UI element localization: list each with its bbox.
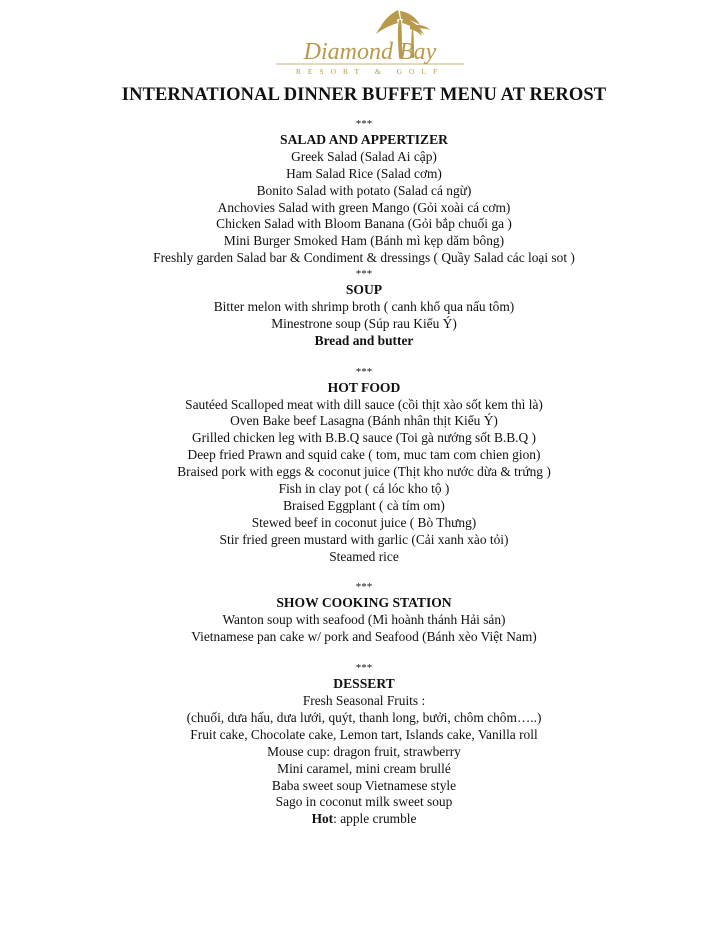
section-heading-salad: SALAD AND APPERTIZER <box>280 132 448 147</box>
menu-item: Anchovies Salad with green Mango (Gỏi xoài cá cơm) <box>217 199 511 215</box>
menu-item: Bitter melon with shrimp broth ( canh khổ qua nấu tôm) <box>213 299 515 315</box>
diamond-bay-logo <box>270 8 470 82</box>
menu-item: Baba sweet soup Vietnamese style <box>271 777 457 793</box>
bread-item: Bread and butter <box>314 332 414 348</box>
menu-item: Braised pork with eggs & coconut juice (Thịt kho nước dừa & trứng ) <box>177 464 551 480</box>
section-heading-soup: SOUP <box>345 282 383 298</box>
menu-item: Ham Salad Rice (Salad cơm) <box>286 165 442 181</box>
menu-item: Greek Salad (Salad Ai cập) <box>291 148 437 164</box>
separator: *** <box>355 268 373 281</box>
separator: *** <box>355 581 373 594</box>
menu-item: Bonito Salad with potato (Salad cá ngừ) <box>256 182 472 198</box>
menu-item: Stir fried green mustard with garlic (Cải xanh xào tỏi) <box>219 531 509 547</box>
menu-item: (chuối, dưa hấu, dưa lưới, quýt, thanh long, bưởi, chôm chôm…..) <box>186 709 542 725</box>
svg-text:RESORT & GOLF: RESORT & GOLF <box>295 67 445 76</box>
menu-item: Braised Eggplant ( cà tím om) <box>283 497 445 513</box>
menu-item: Stewed beef in coconut juice ( Bò Thưng) <box>251 514 477 530</box>
separator: *** <box>355 118 373 130</box>
menu-item: Vietnamese pan cake w/ pork and Seafood (Bánh xèo Việt Nam) <box>191 629 537 645</box>
hot-label: Hot <box>311 811 334 827</box>
menu-item: Fruit cake, Chocolate cake, Lemon tart, Islands cake, Vanilla roll <box>190 726 538 742</box>
svg-text:Diamond Bay: Diamond Bay <box>303 39 437 65</box>
menu-item: Grilled chicken leg with B.B.Q sauce (Toi gà nướng sốt B.B.Q ) <box>191 430 537 446</box>
menu-item: Freshly garden Salad bar & Condiment & dressings ( Quầy Salad các loại sot ) <box>153 250 575 266</box>
hot-item: : apple crumble <box>333 811 417 827</box>
menu-item-hot <box>0 811 728 828</box>
palm-tree-icon <box>270 8 470 82</box>
menu-item: Fish in clay pot ( cá lóc kho tộ ) <box>278 481 450 497</box>
section-heading-show-cooking: SHOW COOKING STATION <box>276 595 452 611</box>
menu-item: Oven Bake beef Lasagna (Bánh nhân thịt Kiểu Ý) <box>230 413 498 429</box>
menu-title: INTERNATIONAL DINNER BUFFET MENU AT REROST <box>121 85 607 105</box>
separator: *** <box>355 662 373 675</box>
menu-item: Mini Burger Smoked Ham (Bánh mì kẹp dăm bông) <box>223 233 505 249</box>
menu-item: Fresh Seasonal Fruits : <box>302 693 426 709</box>
menu-item: Sautéed Scalloped meat with dill sauce (cồi thịt xào sốt kem thì là) <box>185 396 543 412</box>
section-heading-hot-food: HOT FOOD <box>327 379 401 395</box>
menu-item: Mini caramel, mini cream brullé <box>277 760 451 776</box>
menu-item: Wanton soup with seafood (Mì hoành thánh Hải sản) <box>222 612 506 628</box>
menu-item: Deep fried Prawn and squid cake ( tom, muc tam com chien gion) <box>187 447 541 463</box>
menu-item: Steamed rice <box>329 548 399 564</box>
separator: *** <box>355 365 373 378</box>
menu-item: Chicken Salad with Bloom Banana (Gỏi bắp chuối ga ) <box>216 216 512 232</box>
menu-item: Minestrone soup (Súp rau Kiểu Ý) <box>271 315 457 331</box>
menu-item: Sago in coconut milk sweet soup <box>275 794 453 810</box>
menu-item: Mouse cup: dragon fruit, strawberry <box>267 743 461 759</box>
menu-body <box>0 117 728 828</box>
section-heading-dessert: DESSERT <box>333 676 395 692</box>
